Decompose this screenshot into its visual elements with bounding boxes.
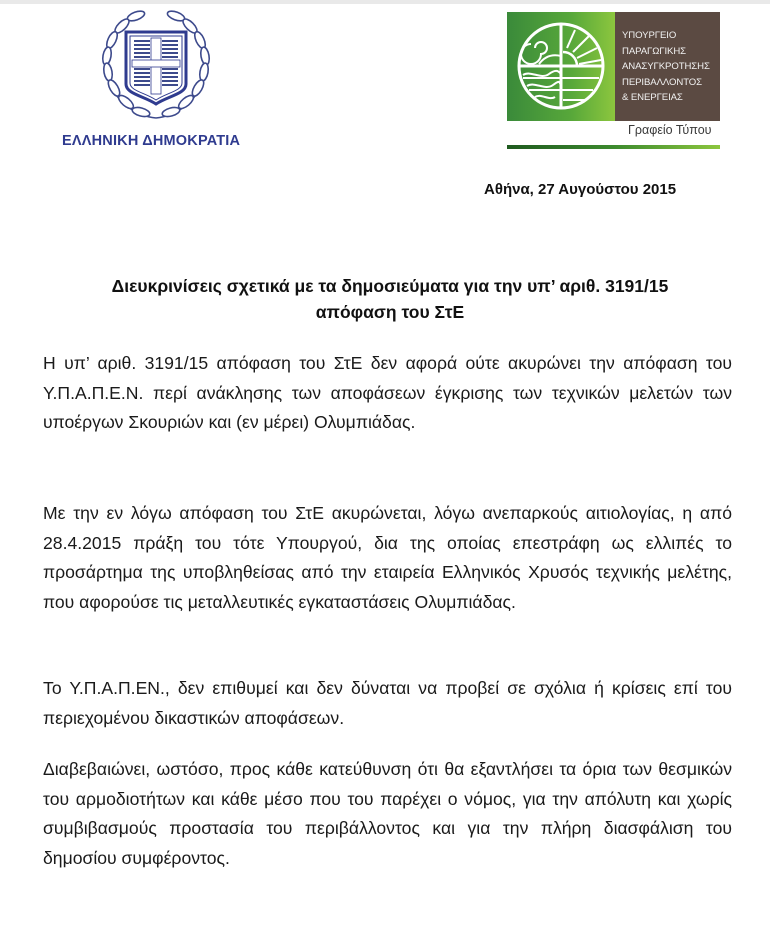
- body-paragraph: Διαβεβαιώνει, ωστόσο, προς κάθε κατεύθυνση ότι θα εξαντλήσει τα όρια των θεσμικών του αρμοδιοτήτων και κάθε μέσο που του παρέχει ο νόμος, για την απόλυτη και χωρίς συμβιβασμούς προστασία του περιβάλλοντος και για την πλήρη διασφάλιση του δημοσίου συμφέροντος.: [43, 759, 732, 868]
- press-office-label: Γραφείο Τύπου: [628, 123, 712, 137]
- title-line: Διευκρινίσεις σχετικά με τα δημοσιεύματα για την υπ’ αριθ. 3191/15: [111, 276, 669, 296]
- ministry-name: [615, 12, 720, 121]
- logo-underline-divider: [507, 145, 720, 149]
- ministry-name-line: ΑΝΑΣΥΓΚΡΟΤΗΣΗΣ: [622, 61, 710, 72]
- ministry-name-line: & ΕΝΕΡΓΕΙΑΣ: [622, 92, 683, 103]
- document-date: Αθήνα, 27 Αυγούστου 2015: [484, 181, 677, 198]
- greek-emblem-icon: [96, 4, 216, 122]
- ministry-logo: [507, 12, 720, 121]
- ministry-name-line: ΠΕΡΙΒΑΛΛΟΝΤΟΣ: [622, 76, 702, 88]
- ministry-emblem-icon: [507, 12, 615, 121]
- republic-label: ΕΛΛΗΝΙΚΗ ΔΗΜΟΚΡΑΤΙΑ: [62, 133, 241, 149]
- body-paragraph: Η υπ’ αριθ. 3191/15 απόφαση του ΣτΕ δεν αφορά ούτε ακυρώνει την απόφαση του Υ.Π.Α.Π.Ε.Ν. περί ανάκλησης των αποφάσεων έγκρισης των τεχνικών μελετών των υποέργων Σκουριών και (εν μέρει) Ολυμπιάδας.: [43, 353, 732, 432]
- ministry-name-line: ΥΠΟΥΡΓΕΙΟ: [622, 30, 677, 41]
- body-paragraph: Με την εν λόγω απόφαση του ΣτΕ ακυρώνεται, λόγω ανεπαρκούς αιτιολογίας, η από 28.4.2015 πράξη του τότε Υπουργού, δια της οποίας επεστράφη ως ελλιπές το προσάρτημα της υποβληθείσας από την εταιρεία Ελληνικός Χρυσός τεχνικής μελέτης, που αφορούσε τις μεταλλευτικές εγκαταστάσεις Ολυμπιάδας.: [43, 503, 732, 612]
- title-line: απόφαση του ΣτΕ: [315, 302, 465, 322]
- document-title: [40, 273, 740, 325]
- body-paragraph: Το Υ.Π.Α.Π.ΕΝ., δεν επιθυμεί και δεν δύναται να προβεί σε σχόλια ή κρίσεις επί του περιεχομένου δικαστικών αποφάσεων.: [43, 678, 732, 728]
- ministry-name-line: ΠΑΡΑΓΩΓΙΚΗΣ: [622, 45, 686, 57]
